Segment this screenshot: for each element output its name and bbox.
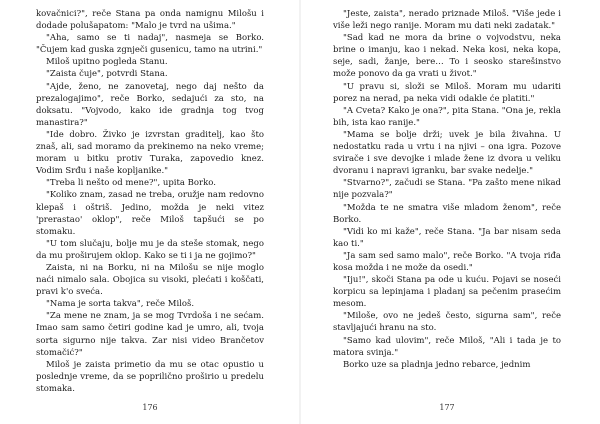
- paragraph: kovačnici?", reče Stana pa onda namignu Milošu i dodade polušapatom: "Malo je tvrd na ušima.": [36, 9, 264, 32]
- paragraph: "Samo kad ulovim", reče Miloš, "Ali i tada je to matora svinja.": [333, 335, 561, 358]
- paragraph: "Iju!", skoči Stana pa ode u kuću. Pojavi se noseći korpicu sa lepinjama i pladanj sa pečenim prasećim mesom.: [333, 275, 561, 310]
- paragraph: "Ajde, ženo, ne zanovetaj, nego daj nešto da prezalogajimo", reče Borko, sedajući za sto, na doksatu. "Vojvodo, kako ide gradnja tog tvog manastira?": [36, 81, 264, 128]
- paragraph: "Ja sam sed samo malo", reče Borko. "A tvoja riđa kosa možda i ne može da osedi.": [333, 250, 561, 273]
- left-page-number: 176: [142, 403, 158, 412]
- paragraph: "Sad kad ne mora da brine o vojvodstvu, neka brine o imanju, kao i nekad. Neka kosi, neka kopa, seje, sadi, žanje, bere… To i seosko starešinstvo može ponovo da ga vrati u život.": [333, 33, 561, 80]
- left-page-text: [36, 8, 264, 395]
- paragraph: "U pravu si, složi se Miloš. Moram mu udariti porez na nerad, pa neka vidi odakle će platiti.": [333, 81, 561, 104]
- paragraph: "Možda te ne smatra više mladom ženom", reče Borko.: [333, 202, 561, 225]
- paragraph: "U tom slučaju, bolje mu je da steše stomak, nego da mu proširujem oklop. Kako se ti i ja ne gojimo?": [36, 238, 264, 261]
- paragraph: Miloš je zaista primetio da mu se otac opustio u poslednje vreme, da se poprilično proširio u predelu stomaka.: [36, 359, 264, 394]
- paragraph: "Za mene ne znam, ja se mog Tvrdoša i ne sećam. Imao sam samo četiri godine kad je umro, ali, tvoja sorta sigurno nije takva. Zar nisi video Brančetov stomačić?": [36, 311, 264, 358]
- paragraph: "Ide dobro. Živko je izvrstan graditelj, kao što znaš, ali, sad moramo da prekinemo na neko vreme; moram u bitku protiv Turaka, zapovedio knez. Vodim Srđu i naše kopljanike.": [36, 129, 264, 177]
- right-page-number: 177: [439, 403, 455, 412]
- paragraph: Zaista, ni na Borku, ni na Milošu se nije moglo naći nimalo sala. Obojica su visoki, plećati i koščati, pravi k'o sveća.: [36, 262, 264, 298]
- paragraph: "Miloše, ovo ne jedeš često, sigurna sam", reče stavljajući hranu na sto.: [333, 311, 561, 334]
- paragraph: "Zaista čuje", potvrdi Stana.: [46, 69, 168, 80]
- paragraph: "Treba li nešto od mene?", upita Borko.: [46, 178, 216, 189]
- paragraph: "Koliko znam, zasad ne treba, oružje nam redovno klepaš i oštriš. Jedino, možda je neki vitez 'prerastao' oklop", reče Miloš tapšući se po stomaku.: [36, 190, 264, 237]
- paragraph: "Jeste, zaista", nerado priznade Miloš. "Više jede i više leži nego ranije. Moram mu dati neki zadatak.": [333, 9, 561, 32]
- paragraph: Borko uze sa pladnja jedno rebarce, jednim: [343, 359, 531, 370]
- paragraph: "A Cveta? Kako je ona?", pita Stana. "Ona je, rekla bih, ista kao ranije.": [333, 105, 561, 128]
- paragraph: "Vidi ko mi kaže", reče Stana. "Ja bar nisam seda kao ti.": [333, 226, 561, 249]
- paragraph: Miloš upitno pogleda Stanu.: [46, 57, 168, 68]
- right-page-text: [333, 8, 561, 371]
- paragraph: "Aha, samo se ti nadaj", nasmeja se Borko. "Čujem kad guska zgnječi gusenicu, tamo na utrini.": [36, 33, 264, 56]
- right-page: [300, 0, 600, 424]
- paragraph: "Mama se bolje drži; uvek je bila živahna. U nedostatku rada u vrtu i na njivi – ona igra. Pozove svirače i sve devojke i mlade žene iz dvora u veliku dvoranu i napravi igranku, bar svake nedelje.": [333, 129, 561, 177]
- paragraph: "Nama je sorta takva", reče Miloš.: [46, 299, 195, 310]
- paragraph: "Stvarno?", začudi se Stana. "Pa zašto mene nikad nije pozvala?": [333, 178, 561, 201]
